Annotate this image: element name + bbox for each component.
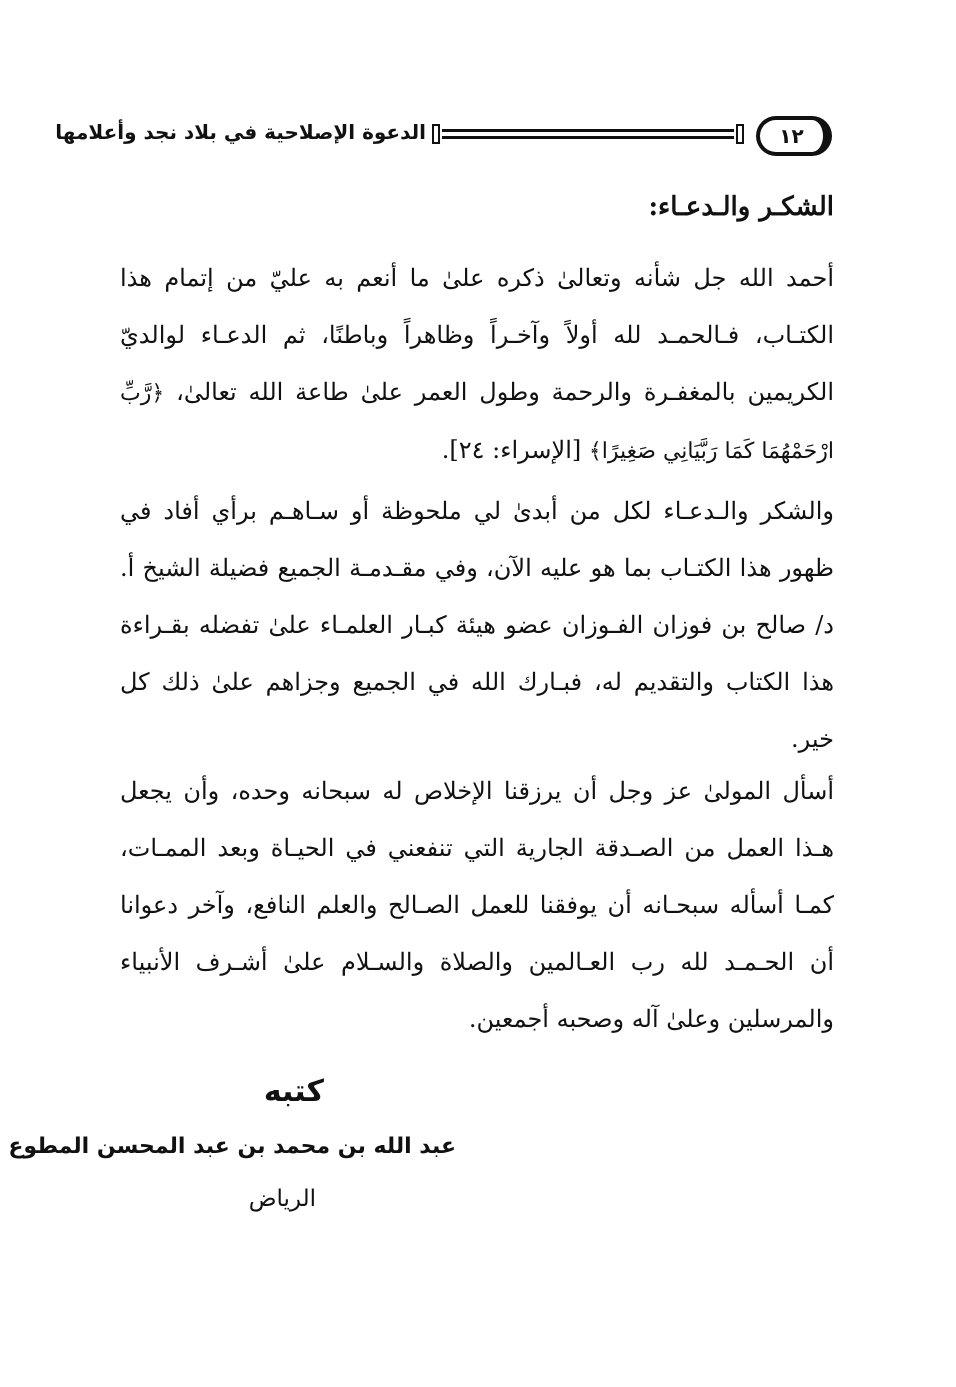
paragraph-2: والشكر والـدعـاء لكل من أبدىٰ لي ملحوظة أو سـاهـم برأي أفاد في ظهور هذا الكتـاب بما هو عليه الآن، وفي مقـدمـة الجميع فضيلة الشيخ أ. د/ صالح بن فوزان الفـوزان عضو هيئة كبـار العلمـاء علىٰ تفضله بقـراءة هذا الكتاب والتقديم له، فبـارك الله في الجميع وجزاهم علىٰ ذلك كل خير. [120, 497, 834, 753]
author-name: عبد الله بن محمد بن عبد المحسن المطوع [8, 1134, 456, 1159]
signature-label: كتبه [263, 1074, 324, 1109]
section-title: الشكـر والـدعـاء: [648, 192, 834, 222]
quran-reference: [الإسراء: ٢٤]. [441, 436, 589, 464]
author-city: الرياض [248, 1186, 316, 1212]
paragraph-3: أسأل المولىٰ عز وجل أن يرزقنا الإخلاص له سبحانه وحده، وأن يجعل هـذا العمل من الصـدقة الجارية التي تنفعني في الحيـاة وبعد الممـات، كمـا أسأله سبحـانه أن يوفقنا للعمل الصـالح والعلم النافع، وآخر دعوانا أن الحـمـد لله رب العـالمين والصلاة والسـلام علىٰ أشـرف الأنبياء والمرسلين وعلىٰ آله وصحبه أجمعين. [120, 777, 834, 1033]
page-number: ١٢ [779, 124, 804, 148]
header-ornament-rule [432, 126, 744, 142]
running-title: الدعوة الإصلاحية في بلاد نجد وأعلامها [55, 120, 426, 144]
quran-quote: ﴿رَّبِّ ارْحَمْهُمَا كَمَا رَبَّيَانِي صَغِيرًا﴾ [120, 381, 834, 464]
page-number-badge [756, 116, 832, 156]
running-header [55, 116, 832, 160]
paragraph-1 [120, 250, 834, 480]
paragraph-1-text: أحمد الله جل شأنه وتعالىٰ ذكره علىٰ ما أنعم به عليّ من إتمام هذا الكتـاب، فـالحمـد لله أولاً وآخـراً وظاهراً وباطنًا، ثم الدعـاء لوالديّ الكريمين بالمغفـرة والرحمة وطول العمر علىٰ طاعة الله تعالىٰ، [120, 264, 834, 406]
